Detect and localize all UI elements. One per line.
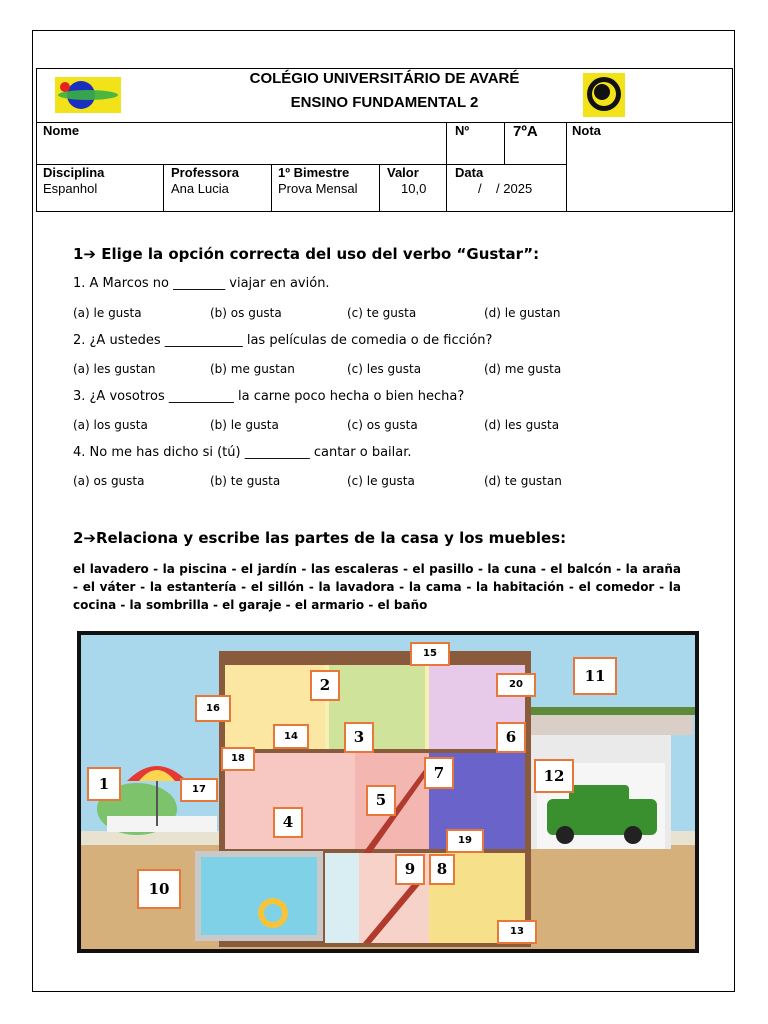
house-label-14: 14 [273, 724, 309, 749]
q1-2-option-c: (c) les gusta [347, 362, 422, 376]
house-label-17: 17 [180, 778, 218, 802]
q1-2-option-b: (b) me gustan [210, 362, 295, 376]
turma: 7ºA [513, 123, 538, 140]
q1-4-option-b: (b) te gusta [210, 474, 281, 488]
q1-4-option-c: (c) le gusta [347, 474, 415, 488]
disciplina-value: Espanhol [43, 181, 98, 196]
house-label-11: 11 [573, 657, 617, 695]
valor-value: 10,0 [401, 181, 427, 196]
house-label-2: 2 [310, 670, 340, 701]
school-level: ENSINO FUNDAMENTAL 2 [290, 94, 479, 111]
bimestre-label: 1º Bimestre [278, 165, 350, 180]
house-illustration [77, 631, 699, 953]
q1-3-option-a: (a) los gusta [73, 418, 148, 432]
house-label-3: 3 [344, 722, 374, 753]
data-label: Data [455, 165, 484, 180]
q1-1-option-a: (a) le gusta [73, 306, 142, 320]
house-label-7: 7 [424, 757, 454, 789]
house-label-8: 8 [429, 854, 455, 885]
house-label-13: 13 [497, 920, 537, 944]
house-label-16: 16 [195, 695, 231, 722]
house-label-20: 20 [496, 673, 536, 697]
professora-value: Ana Lucia [171, 181, 229, 196]
house-label-6: 6 [496, 722, 526, 753]
q1-3-option-b: (b) le gusta [210, 418, 279, 432]
q1-2-option-a: (a) les gustan [73, 362, 156, 376]
nome-label: Nome [43, 123, 80, 138]
disciplina-label: Disciplina [43, 165, 105, 180]
header-table [36, 68, 733, 212]
q1-item-4: 4. No me has dicho si (tú) __________ cantar o bailar. [73, 445, 412, 460]
q1-4-option-d: (d) te gustan [484, 474, 562, 488]
q1-2-option-d: (d) me gusta [484, 362, 562, 376]
q1-3-option-c: (c) os gusta [347, 418, 418, 432]
bimestre-value: Prova Mensal [278, 181, 358, 196]
house-label-18: 18 [221, 747, 255, 771]
q1-item-1: 1. A Marcos no ________ viajar en avión. [73, 276, 330, 291]
q2-title: 2➔Relaciona y escribe las partes de la casa y los muebles: [73, 529, 567, 547]
house-label-15: 15 [410, 642, 450, 666]
q1-1-option-c: (c) te gusta [347, 306, 417, 320]
valor-label: Valor [387, 165, 419, 180]
house-label-10: 10 [137, 869, 181, 909]
q1-1-option-b: (b) os gusta [210, 306, 282, 320]
q1-title: 1➔ Elige la opción correcta del uso del verbo “Gustar”: [73, 245, 540, 263]
professora-label: Professora [171, 165, 239, 180]
numero-label: Nº [455, 123, 470, 138]
house-label-12: 12 [534, 759, 574, 793]
school-name: COLÉGIO UNIVERSITÁRIO DE AVARÉ [249, 70, 520, 87]
nota-label: Nota [572, 123, 601, 138]
q1-item-3: 3. ¿A vosotros __________ la carne poco hecha o bien hecha? [73, 389, 465, 404]
data-value: / / 2025 [478, 181, 533, 196]
q1-1-option-d: (d) le gustan [484, 306, 561, 320]
q1-4-option-a: (a) os gusta [73, 474, 145, 488]
word-bank: el lavadero - la piscina - el jardín - las escaleras - el pasillo - la cuna - el balcón - la araña - el váter - la estantería - el sillón - la lavadora - la cama - la habitación - el comedor - la cocina - la sombrilla - el garaje - el armario - el baño [73, 562, 681, 612]
house-label-5: 5 [366, 785, 396, 816]
house-label-9: 9 [395, 854, 425, 885]
house-label-1: 1 [87, 767, 121, 801]
house-label-4: 4 [273, 807, 303, 838]
q1-item-2: 2. ¿A ustedes ____________ las películas de comedia o de ficción? [73, 333, 493, 348]
house-label-19: 19 [446, 829, 484, 853]
q1-3-option-d: (d) les gusta [484, 418, 560, 432]
